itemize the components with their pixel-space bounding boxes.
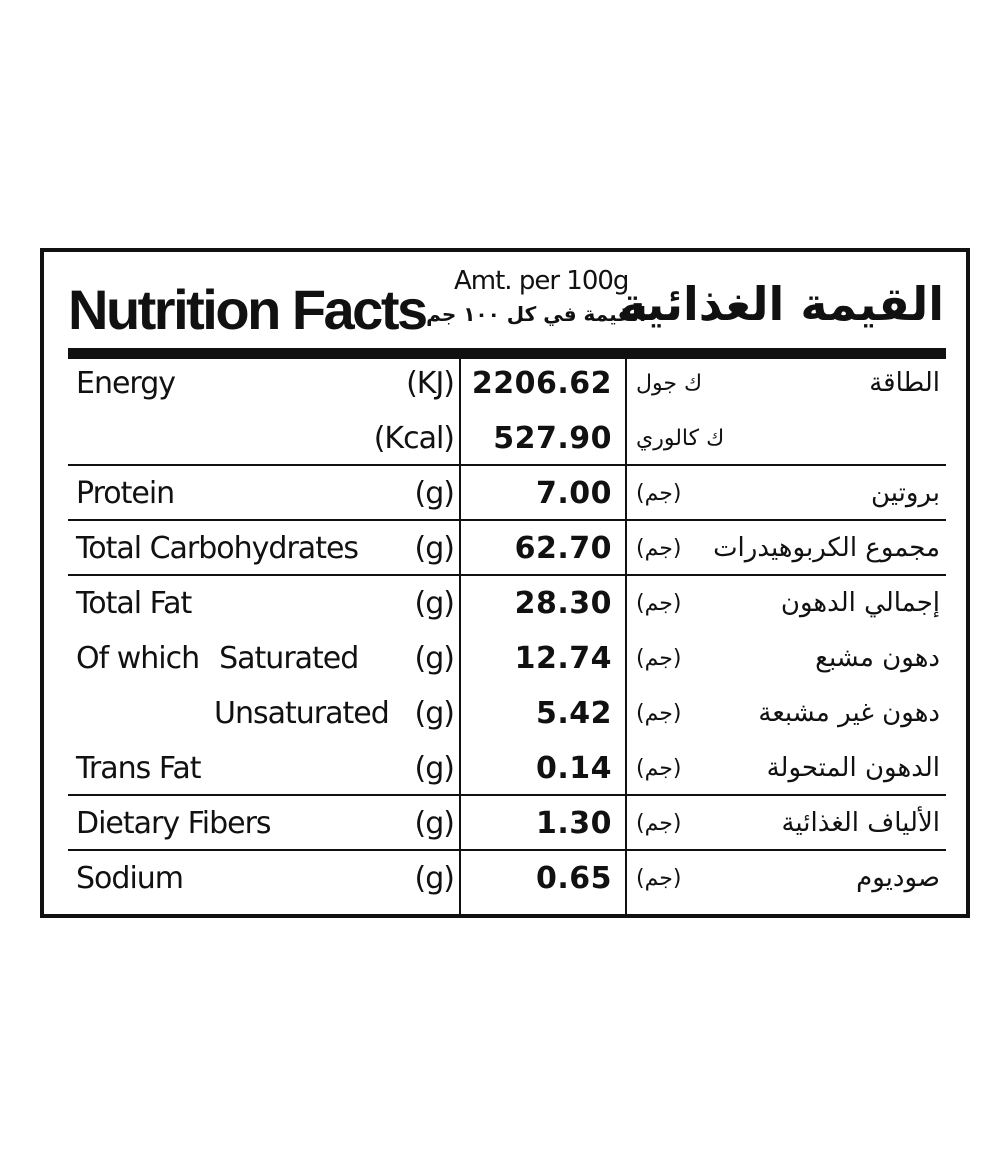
nutrient-value: 62.70 [514,531,612,566]
unit-label: (KJ) [406,366,454,401]
nutrient-group-label: Of which [76,641,200,676]
unit-label-arabic: (جم) [636,756,682,781]
table-row [44,631,966,686]
unit-label-arabic: (جم) [636,481,682,506]
nutrient-value: 7.00 [535,476,612,511]
nutrient-label: Total Carbohydrates [76,531,359,566]
table-row [44,686,966,741]
serving-amount-arabic: القيمة في كل ١٠٠ جم [426,302,646,326]
unit-label: (g) [414,641,454,676]
nutrient-label-arabic: إجمالي الدهون [780,588,940,618]
nutrient-label-arabic: مجموع الكربوهيدرات [713,533,940,563]
nutrient-value: 0.14 [535,751,612,786]
unit-label: (g) [414,476,454,511]
table-row [44,576,966,631]
nutrient-label: Protein [76,476,175,511]
unit-label-arabic: ك جول [636,371,703,396]
nutrition-facts-panel [40,248,970,918]
unit-label: (g) [414,586,454,621]
nutrient-label-arabic: الألياف الغذائية [781,808,940,838]
nutrient-label-arabic: صوديوم [856,863,940,893]
nutrient-label: Trans Fat [76,751,201,786]
nutrient-label: Dietary Fibers [76,806,271,841]
unit-label-arabic: ك كالوري [636,426,725,451]
unit-label-arabic: (جم) [636,536,682,561]
unit-label-arabic: (جم) [636,701,682,726]
nutrient-label: Sodium [76,861,184,896]
unit-label-arabic: (جم) [636,591,682,616]
nutrient-label: Total Fat [76,586,192,621]
nutrient-value: 28.30 [514,586,612,621]
table-row [44,741,966,796]
nutrient-value: 2206.62 [471,366,612,401]
nutrient-label-arabic: الدهون المتحولة [766,753,940,783]
table-row [44,411,966,466]
nutrient-label: Energy [76,366,176,401]
unit-label-arabic: (جم) [636,646,682,671]
nutrient-value: 0.65 [535,861,612,896]
nutrient-label: Unsaturated [214,696,389,731]
unit-label-arabic: (جم) [636,866,682,891]
unit-label: (g) [414,861,454,896]
nutrient-sublabel: Saturated [219,641,359,676]
unit-label: (g) [414,806,454,841]
nutrient-label-arabic: الطاقة [869,368,940,398]
unit-label: (g) [414,751,454,786]
title-english: Nutrition Facts [68,278,426,341]
title-arabic: القيمة الغذائية [619,277,944,331]
nutrient-label-arabic: بروتين [870,478,940,508]
nutrient-value: 527.90 [493,421,612,456]
nutrient-label [76,631,358,686]
nutrient-label-arabic: دهون غير مشبعة [758,698,940,728]
unit-label: (g) [414,696,454,731]
table-row [44,356,966,411]
unit-label: (Kcal) [373,421,454,456]
unit-label: (g) [414,531,454,566]
table-row [44,521,966,576]
nutrient-value: 12.74 [514,641,612,676]
nutrient-value: 5.42 [535,696,612,731]
table-row [44,851,966,906]
serving-amount-english: Amt. per 100g [454,266,629,296]
nutrient-value: 1.30 [535,806,612,841]
nutrient-label-arabic: دهون مشبع [815,643,940,673]
table-row [44,796,966,851]
unit-label-arabic: (جم) [636,811,682,836]
table-row [44,466,966,521]
